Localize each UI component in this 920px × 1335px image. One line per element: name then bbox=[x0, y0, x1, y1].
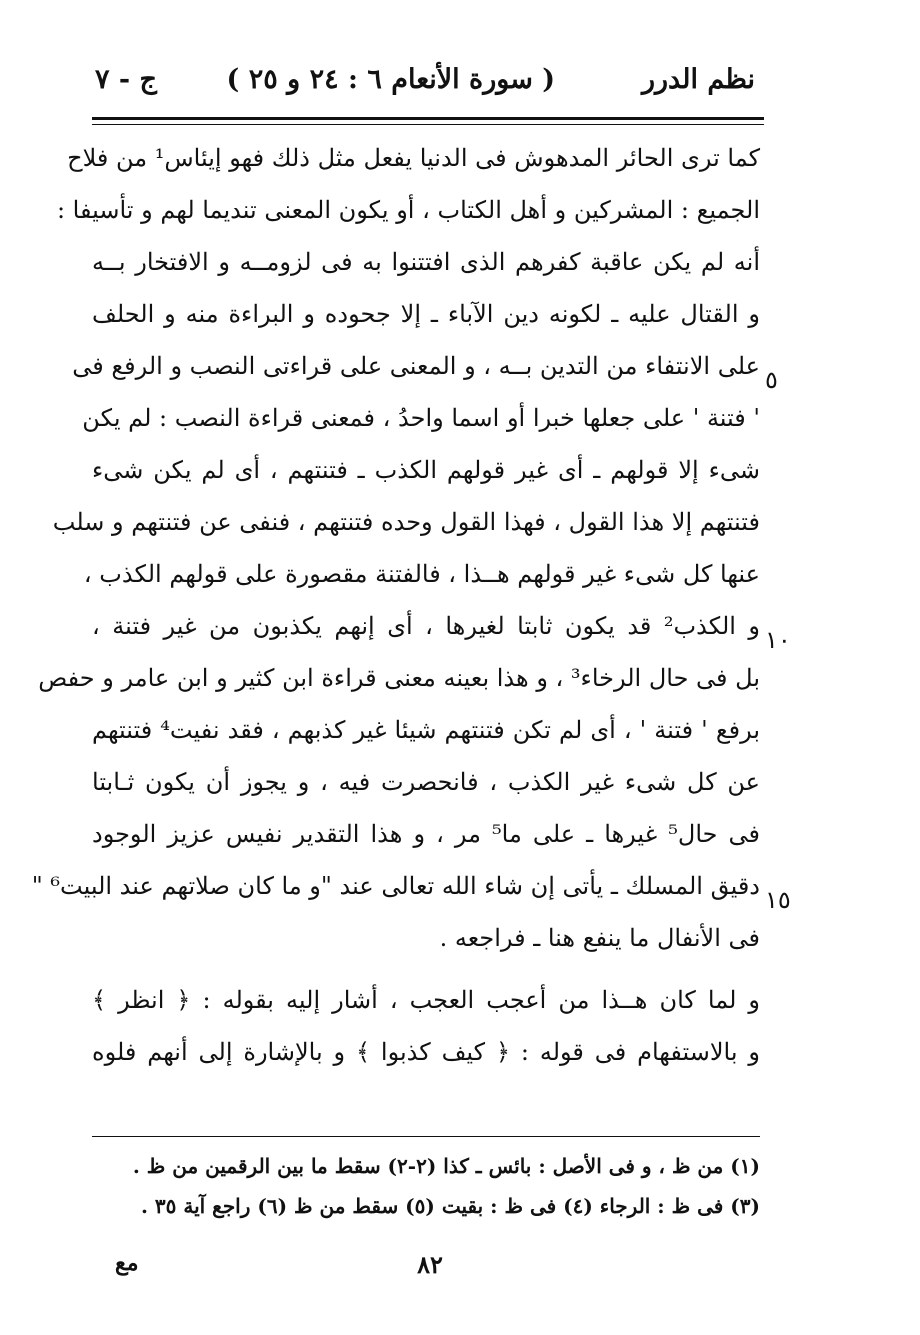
text-line: ' فتنة ' على جعلها خبرا أو اسما واحدُ ، فمعنى قراءة النصب : لم يكن bbox=[82, 404, 760, 432]
main-text bbox=[31, 132, 760, 1078]
footnote-rule bbox=[92, 1136, 760, 1137]
page-number: ٨٢ bbox=[417, 1250, 443, 1279]
signature-mark: مع bbox=[115, 1250, 139, 1276]
text-line: و لما كان هــذا من أعجب العجب ، أشار إليه بقوله : ﴿ انظر ﴾ bbox=[92, 986, 760, 1014]
header-rule-thin bbox=[92, 124, 764, 125]
text-line: كما ترى الحائر المدهوش فى الدنيا يفعل مثل ذلك فهو إيئاس¹ من فلاح bbox=[67, 144, 760, 172]
footnote-line: (٣) فى ظ : الرجاء (٤) فى ظ : بقيت (٥) سقط من ظ (٦) راجع آية ٣٥ . bbox=[140, 1194, 760, 1218]
header-rule bbox=[92, 117, 764, 120]
text-line: و الكذب² قد يكون ثابتا لغيرها ، أى إنهم يكذبون من غير فتنة ، bbox=[92, 612, 760, 640]
text-line: على الانتفاء من التدين بــه ، و المعنى على قراءتى النصب و الرفع فى bbox=[72, 352, 760, 380]
text-line: فتنتهم إلا هذا القول ، فهذا القول وحده فتنتهم ، فنفى عن فتنتهم و سلب bbox=[52, 508, 760, 536]
text-line: فى الأنفال ما ينفع هنا ـ فراجعه . bbox=[439, 924, 760, 952]
book-title: نظم الدرر bbox=[641, 64, 755, 95]
footnote-line: (١) من ظ ، و فى الأصل : بائس ـ كذا (٢-٢) سقط ما بين الرقمين من ظ . bbox=[132, 1154, 760, 1178]
text-line: الجميع : المشركين و أهل الكتاب ، أو يكون المعنى تنديما لهم و تأسيفا : bbox=[56, 196, 760, 224]
text-line: و القتال عليه ـ لكونه دين الآباء ـ إلا جحوده و البراءة منه و الحلف bbox=[92, 300, 760, 328]
part-number: ج - ٧ bbox=[95, 64, 157, 95]
text-line: فى حال⁵ غيرها ـ على ما⁵ مر ، و هذا التقدير نفيس عزيز الوجود bbox=[92, 820, 760, 848]
text-line: أنه لم يكن عاقبة كفرهم الذى افتتنوا به فى لزومــه و الافتخار بــه bbox=[92, 248, 760, 276]
running-header bbox=[95, 56, 755, 106]
text-line: شىء إلا قولهم ـ أى غير قولهم الكذب ـ فتنتهم ، أى لم يكن شىء bbox=[92, 456, 760, 484]
text-line: بل فى حال الرخاء³ ، و هذا بعينه معنى قراءة ابن كثير و ابن عامر و حفص bbox=[38, 664, 760, 692]
text-line: برفع ' فتنة ' ، أى لم تكن فتنتهم شيئا غير كذبهم ، فقد نفيت⁴ فتنتهم bbox=[92, 716, 760, 744]
text-line: عنها كل شىء غير قولهم هــذا ، فالفتنة مقصورة على قولهم الكذب ، bbox=[83, 560, 760, 588]
text-line: عن كل شىء غير الكذب ، فانحصرت فيه ، و يجوز أن يكون ثـابتا bbox=[92, 768, 760, 796]
line-number-15: ١٥ bbox=[765, 886, 791, 914]
line-number-10: ١٠ bbox=[765, 626, 791, 654]
text-line: و بالاستفهام فى قوله : ﴿ كيف كذبوا ﴾ و بالإشارة إلى أنهم فلوه bbox=[92, 1038, 760, 1066]
line-number-5: ٥ bbox=[765, 366, 778, 394]
footnotes bbox=[92, 1146, 760, 1226]
surah-reference: ( سورة الأنعام ٦ : ٢٤ و ٢٥ ) bbox=[226, 64, 555, 95]
text-line: دقيق المسلك ـ يأتى إن شاء الله تعالى عند "و ما كان صلاتهم عند البيت⁶ " bbox=[31, 872, 760, 900]
